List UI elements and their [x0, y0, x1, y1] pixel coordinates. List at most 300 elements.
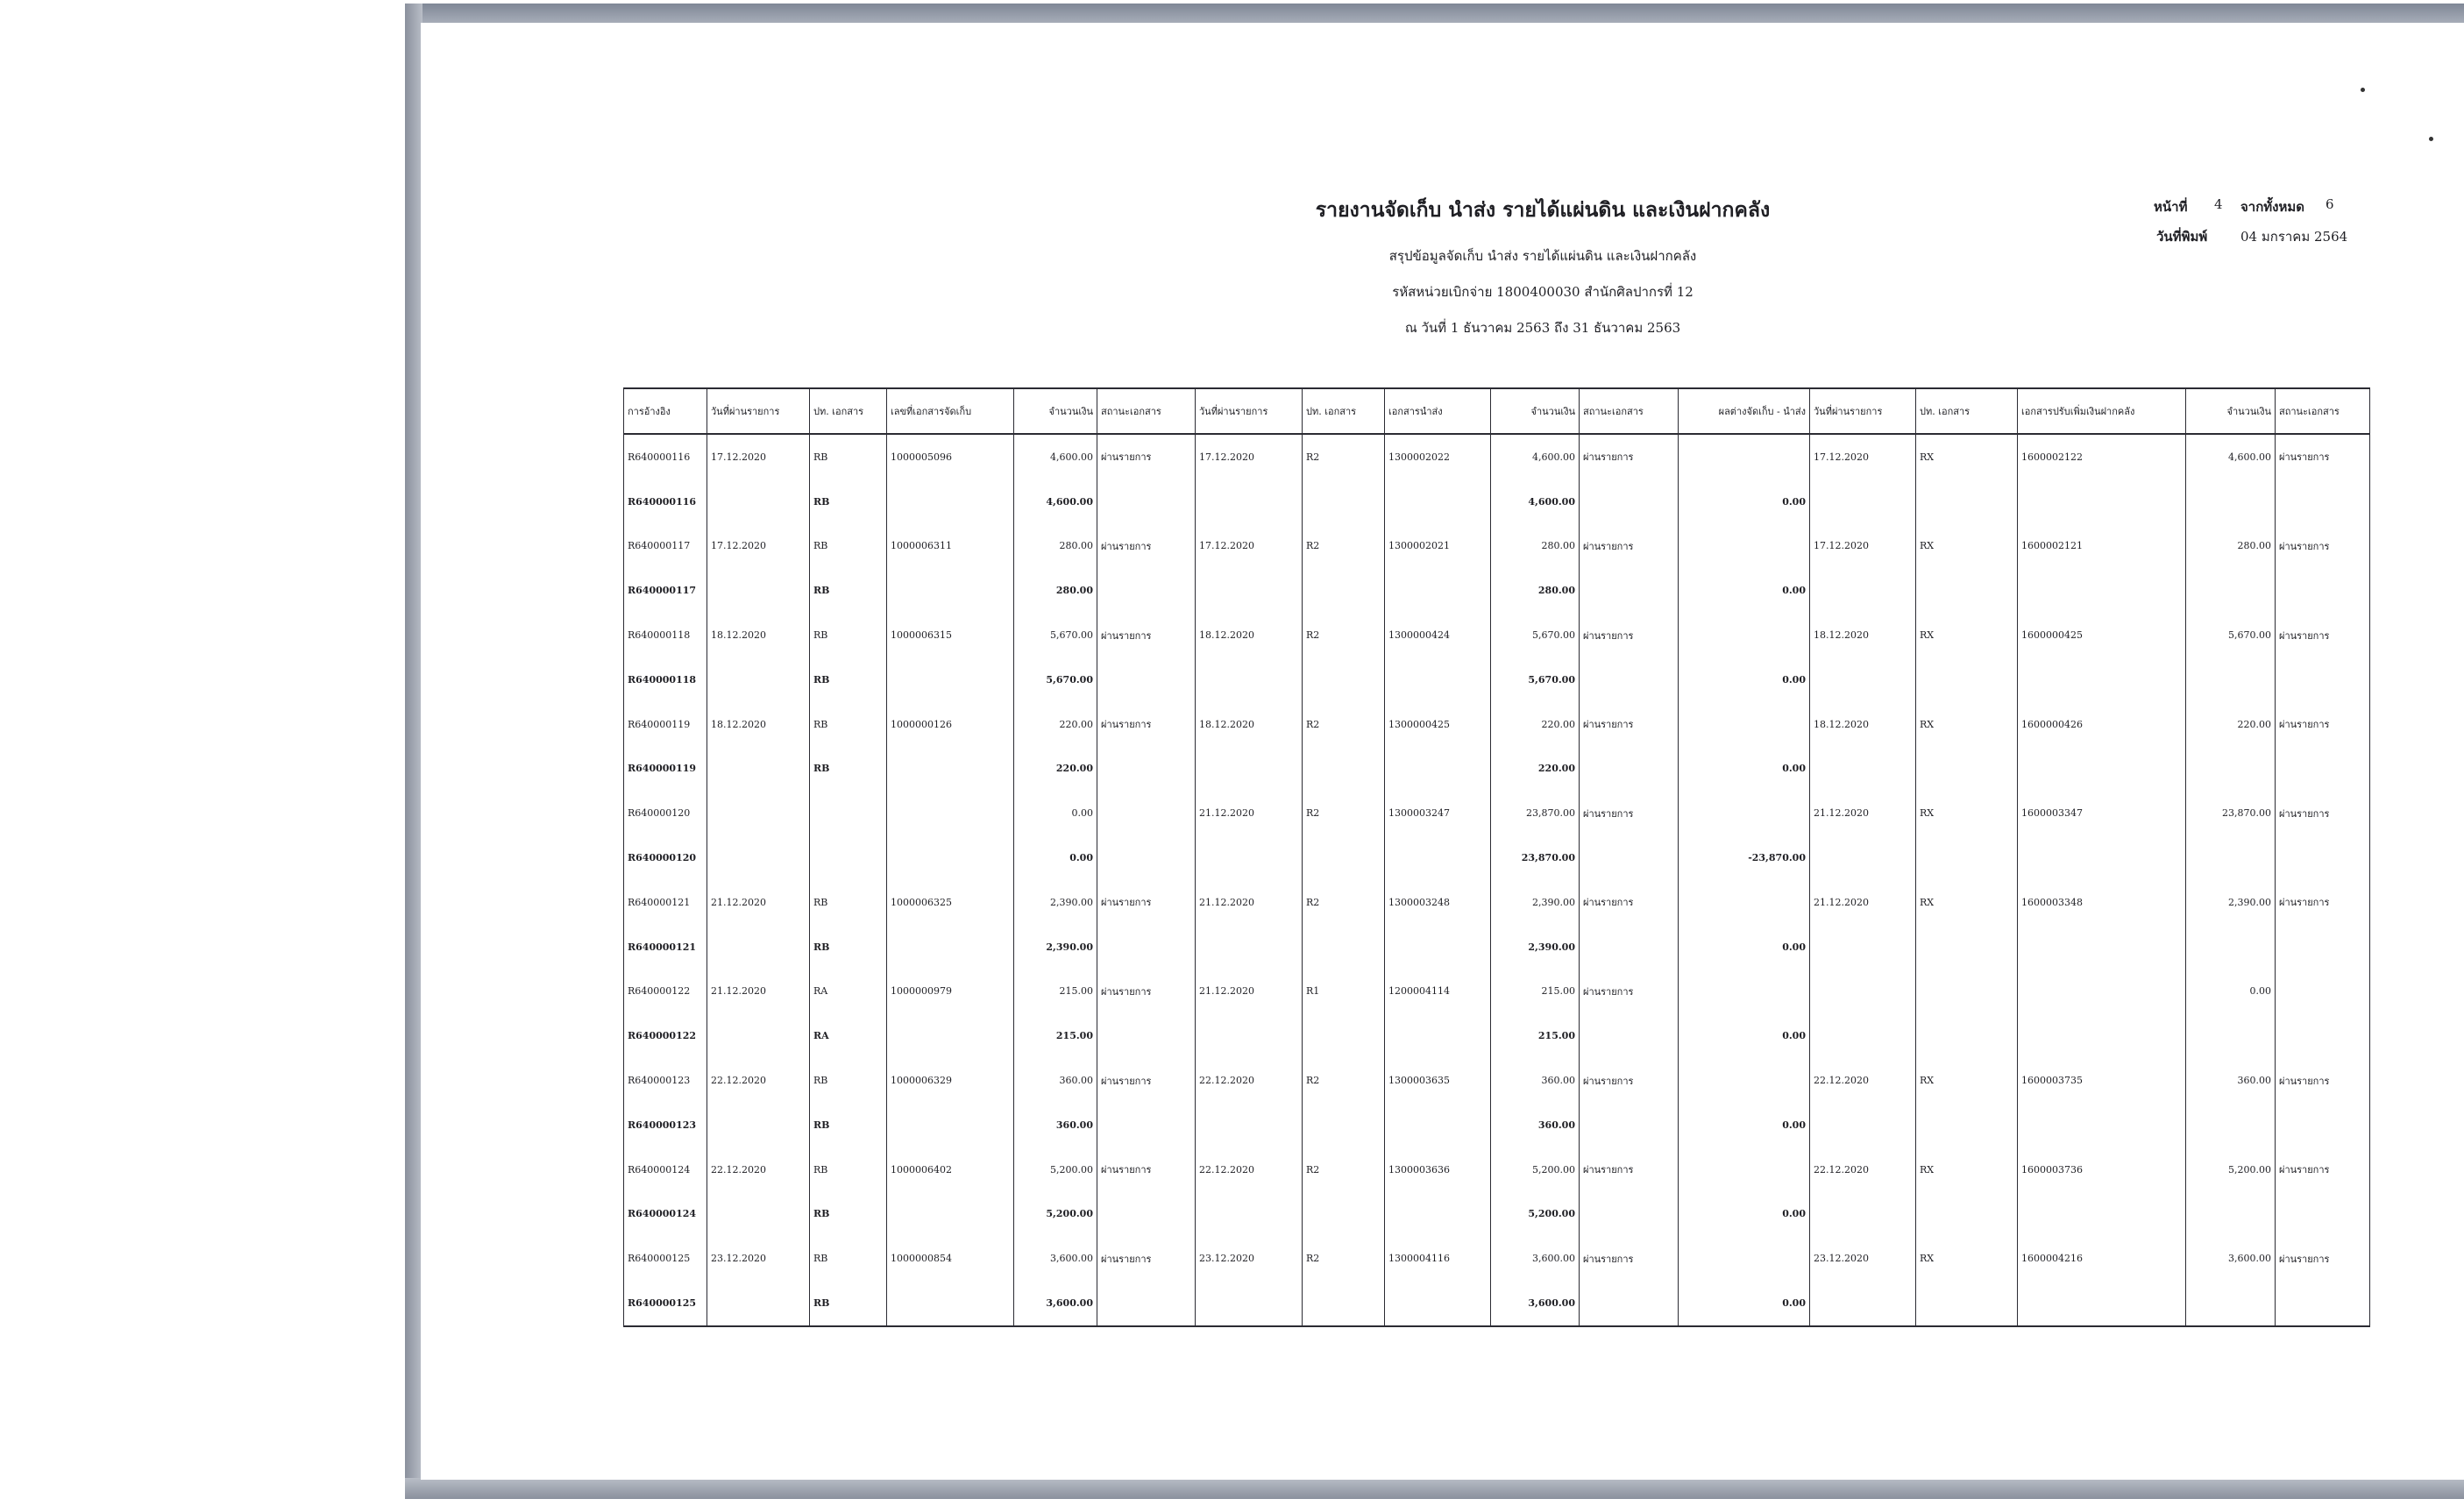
table-cell — [887, 568, 1014, 613]
table-cell — [1679, 1236, 1810, 1281]
column-header: ปท. เอกสาร — [1916, 388, 2018, 434]
table-cell: RX — [1916, 702, 2018, 747]
table-cell — [1303, 1192, 1385, 1237]
table-cell: 4,600.00 — [1014, 480, 1097, 524]
column-header: ปท. เอกสาร — [1303, 388, 1385, 434]
table-cell — [2018, 747, 2186, 792]
table-cell — [1580, 1192, 1679, 1237]
table-cell: 1300002022 — [1385, 434, 1491, 480]
table-cell — [1810, 1103, 1916, 1147]
table-cell — [1097, 791, 1196, 835]
subtotal-row — [624, 1281, 2370, 1326]
table-cell — [887, 1013, 1014, 1058]
table-cell — [707, 1192, 810, 1237]
table-cell — [707, 657, 810, 702]
table-cell: ผ่านรายการ — [2276, 613, 2370, 657]
table-cell — [1580, 925, 1679, 970]
table-cell — [2018, 835, 2186, 880]
table-cell — [1810, 747, 1916, 792]
table-cell: R640000122 — [624, 1013, 707, 1058]
table-cell — [2186, 480, 2276, 524]
subtotal-row — [624, 1103, 2370, 1147]
table-cell — [1810, 568, 1916, 613]
column-header: วันที่ผ่านรายการ — [1810, 388, 1916, 434]
table-cell: ผ่านรายการ — [1580, 970, 1679, 1014]
table-cell — [1580, 1103, 1679, 1147]
table-cell — [2186, 835, 2276, 880]
table-cell — [1810, 970, 1916, 1014]
table-cell: 1600000425 — [2018, 613, 2186, 657]
table-cell: 4,600.00 — [1491, 434, 1580, 480]
table-cell — [2018, 1192, 2186, 1237]
table-cell — [1580, 835, 1679, 880]
table-cell: 5,200.00 — [1491, 1192, 1580, 1237]
table-cell: RX — [1916, 434, 2018, 480]
table-row — [624, 1147, 2370, 1192]
table-cell — [2018, 568, 2186, 613]
table-cell — [1196, 747, 1303, 792]
page-number: 4 — [2214, 196, 2223, 212]
table-cell: R640000116 — [624, 480, 707, 524]
table-cell: 2,390.00 — [1014, 925, 1097, 970]
table-cell — [1916, 747, 2018, 792]
table-cell — [1810, 925, 1916, 970]
table-cell — [887, 835, 1014, 880]
table-cell: 1000006311 — [887, 524, 1014, 569]
table-row — [624, 791, 2370, 835]
table-cell — [1679, 1147, 1810, 1192]
table-cell: 22.12.2020 — [1196, 1058, 1303, 1103]
table-cell: 21.12.2020 — [1810, 880, 1916, 925]
table-cell — [707, 1013, 810, 1058]
table-cell: ผ่านรายการ — [2276, 702, 2370, 747]
table-header-row — [624, 388, 2370, 434]
table-cell: 23.12.2020 — [1196, 1236, 1303, 1281]
table-cell — [2276, 1013, 2370, 1058]
table-cell: 5,670.00 — [1491, 613, 1580, 657]
table-cell — [1916, 925, 2018, 970]
table-cell — [1916, 835, 2018, 880]
table-cell — [1916, 1281, 2018, 1326]
table-cell — [1679, 702, 1810, 747]
table-cell — [1916, 1103, 2018, 1147]
table-cell — [2276, 657, 2370, 702]
table-cell: 1600003735 — [2018, 1058, 2186, 1103]
table-cell: 1000000854 — [887, 1236, 1014, 1281]
table-cell: 360.00 — [1014, 1103, 1097, 1147]
subtotal-row — [624, 657, 2370, 702]
table-cell: R640000121 — [624, 925, 707, 970]
table-cell: 360.00 — [2186, 1058, 2276, 1103]
table-cell: 21.12.2020 — [1810, 791, 1916, 835]
table-cell — [1385, 1103, 1491, 1147]
table-cell — [1097, 925, 1196, 970]
table-cell: 21.12.2020 — [1196, 880, 1303, 925]
table-cell — [887, 1103, 1014, 1147]
table-cell: ผ่านรายการ — [1580, 791, 1679, 835]
table-cell: 1000006329 — [887, 1058, 1014, 1103]
table-cell — [1303, 568, 1385, 613]
table-cell: ผ่านรายการ — [1097, 880, 1196, 925]
table-cell — [1196, 568, 1303, 613]
subtotal-row — [624, 747, 2370, 792]
table-cell: 5,670.00 — [1014, 657, 1097, 702]
table-cell: ผ่านรายการ — [1097, 1147, 1196, 1192]
table-cell — [1580, 1013, 1679, 1058]
table-cell — [1303, 747, 1385, 792]
table-cell: R2 — [1303, 791, 1385, 835]
column-header: วันที่ผ่านรายการ — [707, 388, 810, 434]
table-cell — [1385, 657, 1491, 702]
table-cell: R640000118 — [624, 657, 707, 702]
table-cell — [1196, 835, 1303, 880]
table-cell: R2 — [1303, 1058, 1385, 1103]
print-date: 04 มกราคม 2564 — [2240, 229, 2348, 245]
table-cell: RX — [1916, 613, 2018, 657]
column-header: ผลต่างจัดเก็บ - นำส่ง — [1679, 388, 1810, 434]
table-cell: 18.12.2020 — [707, 613, 810, 657]
table-cell: R640000125 — [624, 1281, 707, 1326]
table-cell: 3,600.00 — [1491, 1281, 1580, 1326]
table-cell: 4,600.00 — [1491, 480, 1580, 524]
table-cell: 2,390.00 — [2186, 880, 2276, 925]
table-cell: 2,390.00 — [1491, 925, 1580, 970]
table-cell — [887, 925, 1014, 970]
table-cell: RB — [810, 524, 887, 569]
table-cell: R1 — [1303, 970, 1385, 1014]
table-cell — [1916, 568, 2018, 613]
table-cell — [707, 925, 810, 970]
report-title: รายงานจัดเก็บ นำส่ง รายได้แผ่นดิน และเงินฝากคลัง — [1315, 198, 1771, 222]
table-cell: 0.00 — [1679, 657, 1810, 702]
print-date-label: วันที่พิมพ์ — [2156, 229, 2208, 245]
table-cell: 1600000426 — [2018, 702, 2186, 747]
table-cell: RX — [1916, 524, 2018, 569]
table-cell: 360.00 — [1014, 1058, 1097, 1103]
table-cell — [2186, 568, 2276, 613]
table-cell — [1303, 925, 1385, 970]
scan-speck — [2429, 137, 2433, 141]
table-cell: R2 — [1303, 613, 1385, 657]
table-cell: RB — [810, 1103, 887, 1147]
table-cell: 22.12.2020 — [707, 1147, 810, 1192]
table-cell — [1303, 1013, 1385, 1058]
table-cell: ผ่านรายการ — [1097, 613, 1196, 657]
table-cell: 23,870.00 — [2186, 791, 2276, 835]
table-cell: ผ่านรายการ — [1580, 1058, 1679, 1103]
table-cell: 1600003348 — [2018, 880, 2186, 925]
table-cell: 1000006325 — [887, 880, 1014, 925]
table-cell: ผ่านรายการ — [1580, 524, 1679, 569]
table-cell — [1385, 480, 1491, 524]
table-cell: 1000006315 — [887, 613, 1014, 657]
table-cell: 18.12.2020 — [1810, 613, 1916, 657]
table-cell: 1300003635 — [1385, 1058, 1491, 1103]
table-cell: ผ่านรายการ — [2276, 880, 2370, 925]
table-cell: R640000117 — [624, 568, 707, 613]
table-cell: ผ่านรายการ — [1097, 1236, 1196, 1281]
table-cell — [2276, 1281, 2370, 1326]
table-cell: 1300004116 — [1385, 1236, 1491, 1281]
table-cell: 1000000126 — [887, 702, 1014, 747]
table-cell — [2186, 1013, 2276, 1058]
table-cell: 5,200.00 — [2186, 1147, 2276, 1192]
table-cell — [2276, 747, 2370, 792]
table-cell — [1303, 1281, 1385, 1326]
table-cell — [2276, 568, 2370, 613]
table-cell: 4,600.00 — [2186, 434, 2276, 480]
table-cell: RX — [1916, 880, 2018, 925]
table-cell: R640000118 — [624, 613, 707, 657]
table-cell — [1303, 480, 1385, 524]
table-cell — [1916, 657, 2018, 702]
table-cell — [1097, 657, 1196, 702]
table-cell — [1810, 835, 1916, 880]
table-cell: 18.12.2020 — [1196, 702, 1303, 747]
table-cell — [2018, 1103, 2186, 1147]
table-cell — [1097, 1013, 1196, 1058]
table-cell — [1679, 970, 1810, 1014]
table-cell: 215.00 — [1491, 970, 1580, 1014]
table-cell: 1300003636 — [1385, 1147, 1491, 1192]
table-cell: R2 — [1303, 1236, 1385, 1281]
scan-speck — [2361, 88, 2365, 92]
table-cell: ผ่านรายการ — [1097, 702, 1196, 747]
table-row — [624, 1236, 2370, 1281]
table-cell — [707, 568, 810, 613]
table-cell: RB — [810, 880, 887, 925]
table-cell: ผ่านรายการ — [1097, 970, 1196, 1014]
table-cell — [887, 1281, 1014, 1326]
table-cell — [2018, 1281, 2186, 1326]
table-cell: 2,390.00 — [1014, 880, 1097, 925]
table-cell: 220.00 — [1014, 702, 1097, 747]
table-cell: 1200004114 — [1385, 970, 1491, 1014]
table-cell: R640000120 — [624, 835, 707, 880]
table-cell: 22.12.2020 — [1810, 1058, 1916, 1103]
table-row — [624, 1058, 2370, 1103]
column-header: เลขที่เอกสารจัดเก็บ — [887, 388, 1014, 434]
table-cell — [2186, 657, 2276, 702]
table-cell: RB — [810, 702, 887, 747]
table-cell — [1196, 657, 1303, 702]
table-cell — [1810, 480, 1916, 524]
table-cell: ผ่านรายการ — [2276, 1147, 2370, 1192]
table-row — [624, 524, 2370, 569]
table-body — [624, 434, 2370, 1326]
table-cell — [1385, 1281, 1491, 1326]
table-cell — [1580, 747, 1679, 792]
table-cell: 0.00 — [1679, 925, 1810, 970]
table-cell — [1196, 925, 1303, 970]
page-label: หน้าที่ — [2154, 199, 2188, 215]
table-cell — [1385, 747, 1491, 792]
table-cell — [1580, 1281, 1679, 1326]
table-cell: ผ่านรายการ — [2276, 434, 2370, 480]
table-cell: 22.12.2020 — [1196, 1147, 1303, 1192]
table-cell: R640000124 — [624, 1192, 707, 1237]
table-cell: 3,600.00 — [1014, 1281, 1097, 1326]
table-cell — [887, 747, 1014, 792]
table-cell: 5,670.00 — [1014, 613, 1097, 657]
table-cell — [1679, 1058, 1810, 1103]
table-cell: ผ่านรายการ — [1580, 880, 1679, 925]
table-cell: RB — [810, 568, 887, 613]
table-cell — [887, 657, 1014, 702]
table-cell: 0.00 — [1014, 835, 1097, 880]
table-cell: 1600003736 — [2018, 1147, 2186, 1192]
table-cell — [810, 791, 887, 835]
table-cell: RB — [810, 1058, 887, 1103]
column-header: เอกสารนำส่ง — [1385, 388, 1491, 434]
table-cell: 17.12.2020 — [1810, 524, 1916, 569]
table-cell: RB — [810, 1192, 887, 1237]
table-cell: RB — [810, 480, 887, 524]
table-cell: R640000123 — [624, 1103, 707, 1147]
scan-shadow-top — [412, 4, 2464, 25]
table-cell: RB — [810, 1281, 887, 1326]
report-table — [623, 387, 2370, 1327]
table-cell: 18.12.2020 — [1196, 613, 1303, 657]
table-cell — [1810, 1013, 1916, 1058]
table-cell: RX — [1916, 1147, 2018, 1192]
table-cell: R2 — [1303, 880, 1385, 925]
table-cell: R640000123 — [624, 1058, 707, 1103]
table-cell — [887, 480, 1014, 524]
table-cell — [1385, 925, 1491, 970]
table-cell: 0.00 — [1679, 747, 1810, 792]
table-cell — [707, 1281, 810, 1326]
column-header: การอ้างอิง — [624, 388, 707, 434]
table-cell: 17.12.2020 — [1196, 524, 1303, 569]
column-header: สถานะเอกสาร — [1097, 388, 1196, 434]
report-unit-line: รหัสหน่วยเบิกจ่าย 1800400030 สำนักศิลปากรที่ 12 — [1392, 284, 1694, 300]
table-cell — [2186, 747, 2276, 792]
table-cell: RX — [1916, 1058, 2018, 1103]
table-cell: 1300000424 — [1385, 613, 1491, 657]
table-cell: RA — [810, 1013, 887, 1058]
table-cell: 220.00 — [1491, 747, 1580, 792]
subtotal-row — [624, 1192, 2370, 1237]
table-cell: 1600004216 — [2018, 1236, 2186, 1281]
table-row — [624, 880, 2370, 925]
table-cell — [1196, 1103, 1303, 1147]
table-cell — [1196, 1192, 1303, 1237]
subtotal-row — [624, 1013, 2370, 1058]
table-cell — [1196, 1013, 1303, 1058]
table-cell — [1580, 568, 1679, 613]
table-cell — [707, 835, 810, 880]
table-cell — [1303, 835, 1385, 880]
table-cell: 0.00 — [2186, 970, 2276, 1014]
table-cell: 0.00 — [1014, 791, 1097, 835]
table-cell — [1679, 524, 1810, 569]
table-cell — [1679, 791, 1810, 835]
table-cell — [2276, 835, 2370, 880]
table-cell: 5,200.00 — [1014, 1192, 1097, 1237]
table-cell: RB — [810, 613, 887, 657]
table-cell: 280.00 — [1491, 568, 1580, 613]
table-cell: RA — [810, 970, 887, 1014]
table-cell — [1916, 480, 2018, 524]
table-cell — [1810, 657, 1916, 702]
table-cell: 0.00 — [1679, 1281, 1810, 1326]
table-cell — [1303, 657, 1385, 702]
report-period: ณ วันที่ 1 ธันวาคม 2563 ถึง 31 ธันวาคม 2563 — [1404, 320, 1681, 336]
table-cell — [1097, 480, 1196, 524]
table-cell: ผ่านรายการ — [2276, 524, 2370, 569]
table-cell — [2276, 480, 2370, 524]
table-cell: 1600002122 — [2018, 434, 2186, 480]
table-cell — [1580, 657, 1679, 702]
table-cell: 18.12.2020 — [1810, 702, 1916, 747]
table-cell: 3,600.00 — [1491, 1236, 1580, 1281]
table-cell: 21.12.2020 — [707, 970, 810, 1014]
table-cell: 215.00 — [1014, 1013, 1097, 1058]
table-cell: 17.12.2020 — [707, 434, 810, 480]
table-cell: ผ่านรายการ — [1580, 1236, 1679, 1281]
table-cell: 5,670.00 — [1491, 657, 1580, 702]
table-cell: R2 — [1303, 434, 1385, 480]
table-row — [624, 434, 2370, 480]
table-cell — [2186, 925, 2276, 970]
column-header: จำนวนเงิน — [1491, 388, 1580, 434]
table-cell — [1097, 1103, 1196, 1147]
table-cell: 220.00 — [2186, 702, 2276, 747]
table-cell — [2018, 925, 2186, 970]
table-cell: ผ่านรายการ — [1097, 524, 1196, 569]
table-cell — [887, 791, 1014, 835]
table-cell: R640000117 — [624, 524, 707, 569]
table-cell: 3,600.00 — [2186, 1236, 2276, 1281]
table-cell: 23,870.00 — [1491, 835, 1580, 880]
table-cell: 5,200.00 — [1491, 1147, 1580, 1192]
table-cell: R640000116 — [624, 434, 707, 480]
subtotal-row — [624, 925, 2370, 970]
table-cell — [1097, 835, 1196, 880]
table-cell: 21.12.2020 — [1196, 970, 1303, 1014]
table-cell — [2018, 1013, 2186, 1058]
table-cell: 1000006402 — [887, 1147, 1014, 1192]
column-header: สถานะเอกสาร — [1580, 388, 1679, 434]
table-cell: 17.12.2020 — [1810, 434, 1916, 480]
table-cell — [1916, 970, 2018, 1014]
table-cell: R640000125 — [624, 1236, 707, 1281]
table-cell — [2018, 657, 2186, 702]
table-cell — [1196, 480, 1303, 524]
table-row — [624, 613, 2370, 657]
total-pages-label: จากทั้งหมด — [2240, 199, 2305, 215]
table-cell: R640000119 — [624, 702, 707, 747]
table-cell — [2276, 970, 2370, 1014]
table-cell — [2276, 1192, 2370, 1237]
table-cell: 1300003247 — [1385, 791, 1491, 835]
table-cell — [1196, 1281, 1303, 1326]
table-cell: 360.00 — [1491, 1103, 1580, 1147]
table-cell: 23,870.00 — [1491, 791, 1580, 835]
table-cell — [2186, 1103, 2276, 1147]
table-cell: 280.00 — [1491, 524, 1580, 569]
scan-shadow-bottom — [405, 1478, 2464, 1499]
column-header: สถานะเอกสาร — [2276, 388, 2370, 434]
table-cell: 4,600.00 — [1014, 434, 1097, 480]
table-cell: -23,870.00 — [1679, 835, 1810, 880]
table-cell: ผ่านรายการ — [1097, 434, 1196, 480]
table-cell — [1097, 1281, 1196, 1326]
table-cell: 21.12.2020 — [707, 880, 810, 925]
table-cell: 220.00 — [1014, 747, 1097, 792]
table-cell — [1810, 1281, 1916, 1326]
